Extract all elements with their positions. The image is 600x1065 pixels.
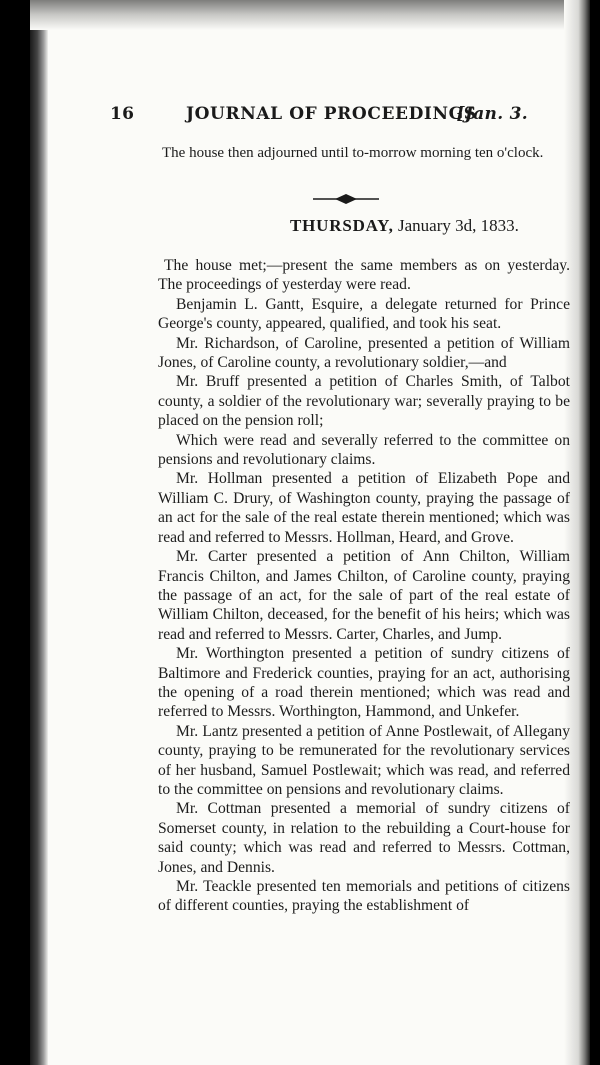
adjourn-paragraph: The house then adjourned until to-morrow morning ten o'clock. — [162, 145, 544, 161]
section-divider-ornament — [313, 192, 379, 206]
proceedings-body — [158, 256, 570, 916]
paragraph-referred-pensions: Which were read and severally referred to the committee on pensions and revolutionary claims. — [158, 431, 570, 469]
paragraph-bruff: Mr. Bruff presented a petition of Charles Smith, of Talbot county, a soldier of the revolutionary war; severally praying to be placed on the pension roll; — [158, 373, 570, 430]
paragraph-hollman: Mr. Hollman presented a petition of Elizabeth Pope and William C. Drury, of Washington county, praying the passage of an act for the sale of the real estate therein mentioned; which was read and referred to Messrs. Hollman, Heard, and Grove. — [158, 470, 570, 546]
paragraph-worthington: Mr. Worthington presented a petition of sundry citizens of Baltimore and Frederick counties, praying for an act, authorising the opening of a road therein mentioned; which was read and referred to Messrs. Worthington, Hammond, and Unkefer. — [158, 645, 570, 721]
paragraph-carter: Mr. Carter presented a petition of Ann Chilton, William Francis Chilton, and James Chilton, of Caroline county, praying the passage of an act, for the sale of part of the real estate of William Chilton, deceased, for the benefit of his heirs; which was read and referred to Messrs. Carter, Charles, and Jump. — [158, 548, 570, 643]
paragraph-house-met: The house met;—present the same members as on yesterday. The proceedings of yesterday were read. — [158, 257, 570, 294]
paragraph-lantz: Mr. Lantz presented a petition of Anne Postlewait, of Allegany county, praying to be remunerated for the revolutionary services of her husband, Samuel Postlewait; which was read, and referred to the committee on pensions and revolutionary claims. — [158, 722, 570, 798]
running-date: [Jan. 3. — [456, 104, 528, 124]
page-top-edge — [30, 0, 590, 30]
paragraph-cottman: Mr. Cottman presented a memorial of sundry citizens of Somerset county, in relation to the rebuilding a Court-house for said county; which was read and referred to Messrs. Cottman, Jones, and Dennis. — [158, 800, 570, 876]
page-spine-shadow — [30, 0, 48, 1065]
day-heading-day: THURSDAY, — [290, 216, 394, 235]
paragraph-richardson: Mr. Richardson, of Caroline, presented a petition of William Jones, of Caroline county, a revolutionary soldier,—and — [158, 334, 570, 372]
running-title: JOURNAL OF PROCEEDINGS — [186, 104, 477, 124]
paragraph-gantt: Benjamin L. Gantt, Esquire, a delegate returned for Prince George's county, appeared, qualified, and took his seat. — [158, 295, 570, 333]
day-heading — [290, 216, 519, 236]
paragraph-teackle: Mr. Teackle presented ten memorials and petitions of citizens of different counties, praying the establishment of — [158, 878, 570, 915]
day-heading-date: January 3d, 1833. — [397, 216, 519, 235]
page-number: 16 — [110, 104, 135, 124]
